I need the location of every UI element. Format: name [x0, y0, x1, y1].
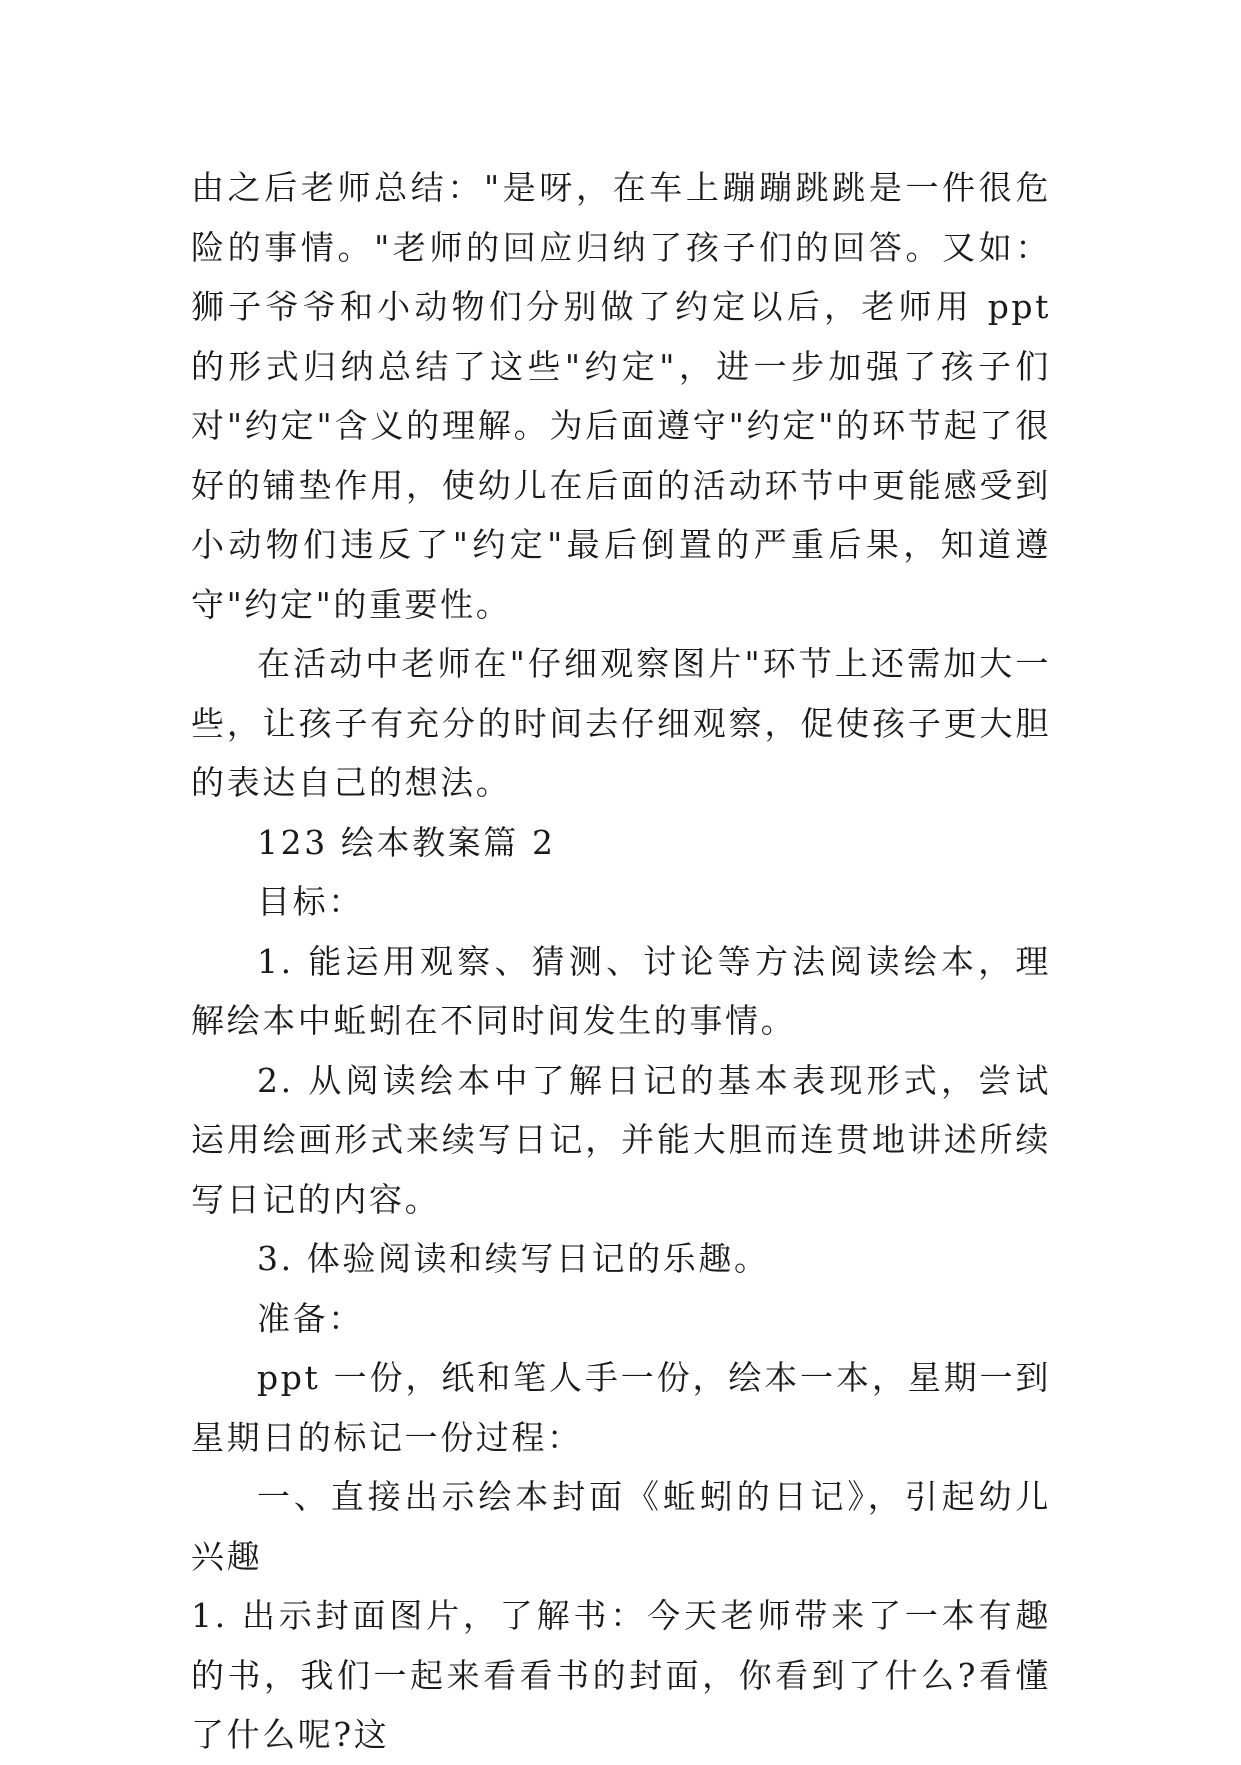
- goals-label: 目标：: [257, 882, 364, 921]
- preparation-content: ppt 一份，纸和笔人手一份，绘本一本，星期一到星期日的标记一份过程：: [191, 1358, 1051, 1457]
- goal-item-2: 2. 从阅读绘本中了解日记的基本表现形式，尝试运用绘画形式来续写日记，并能大胆而连贯地讲述所续写日记的内容。: [191, 1060, 1051, 1219]
- goal-item-3: 3. 体验阅读和续写日记的乐趣。: [257, 1239, 770, 1278]
- section-heading: 123 绘本教案篇 2: [257, 822, 556, 862]
- paragraph-summary-review: 由之后老师总结："是呀，在车上蹦蹦跳跳是一件很危险的事情。"老师的回应归纳了孩子们的回答。又如：狮子爷爷和小动物们分别做了约定以后，老师用 ppt 的形式归纳总结了这些"约定"，进一步加强了孩子们对"约定"含义的理解。为后面遵守"约定"的环节起了很好的铺垫作用，使幼儿在后面的活动环节中更能感受到小动物们违反了"约定"最后倒置的严重后果，知道遵守"约定"的重要性。: [191, 168, 1051, 624]
- goal-item-1: 1. 能运用观察、猜测、讨论等方法阅读绘本，理解绘本中蚯蚓在不同时间发生的事情。: [191, 941, 1051, 1040]
- process-step-1-detail: 1. 出示封面图片，了解书：今天老师带来了一本有趣的书，我们一起来看看书的封面，你看到了什么?看懂了什么呢?这: [191, 1596, 1051, 1754]
- preparation-label: 准备：: [257, 1298, 364, 1338]
- document-body: [191, 158, 1051, 1765]
- paragraph-activity-improvement: 在活动中老师在"仔细观察图片"环节上还需加大一些，让孩子有充分的时间去仔细观察，促使孩子更大胆的表达自己的想法。: [191, 644, 1051, 802]
- process-step-1: 一、直接出示绘本封面《蚯蚓的日记》，引起幼儿兴趣: [191, 1477, 1051, 1576]
